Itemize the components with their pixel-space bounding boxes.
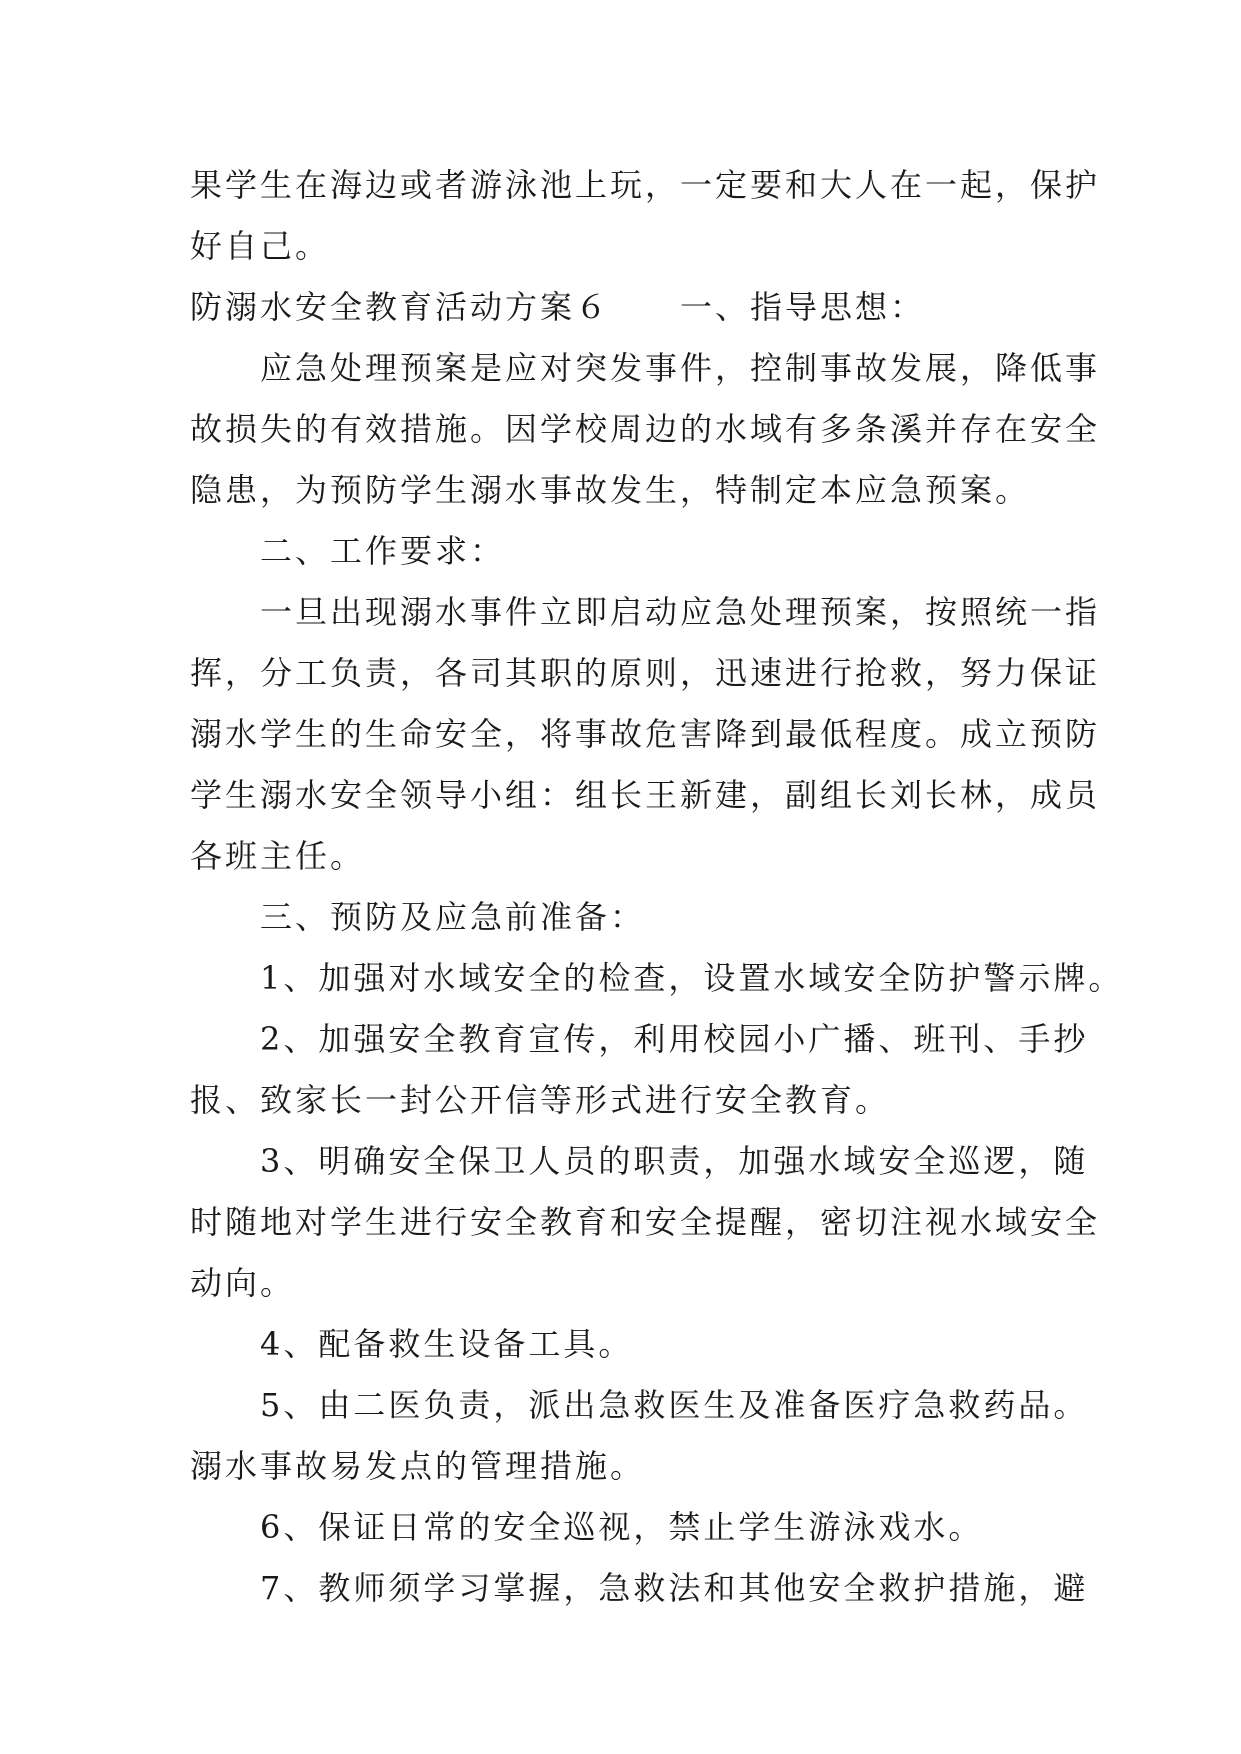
text-line: 溺水事故易发点的管理措施。: [190, 1447, 646, 1485]
text-line: 好自己。: [190, 227, 331, 265]
text-line: 溺水学生的生命安全，将事故危害降到最低程度。成立预防: [190, 715, 1101, 753]
text-line: 时随地对学生进行安全教育和安全提醒，密切注视水域安全: [190, 1203, 1101, 1241]
text-line: 2、加强安全教育宣传，利用校园小广播、班刊、手抄: [260, 1020, 1089, 1058]
text-line: 6、保证日常的安全巡视，禁止学生游泳戏水。: [260, 1508, 984, 1546]
text-line: 各班主任。: [190, 837, 366, 875]
text-line: 1、加强对水域安全的检查，设置水域安全防护警示牌。: [260, 959, 1124, 997]
text-line: 3、明确安全保卫人员的职责，加强水域安全巡逻，随: [260, 1142, 1089, 1180]
text-line: 5、由二医负责，派出急救医生及准备医疗急救药品。: [260, 1386, 1089, 1424]
text-line: 防溺水安全教育活动方案６ 一、指导思想：: [190, 288, 926, 326]
text-line: 7、教师须学习掌握，急救法和其他安全救护措施，避: [260, 1569, 1089, 1607]
text-line: 二、工作要求：: [260, 532, 506, 570]
document-body: [190, 155, 1124, 1619]
text-line: 果学生在海边或者游泳池上玩，一定要和大人在一起，保护: [190, 166, 1101, 204]
text-line: 应急处理预案是应对突发事件，控制事故发展，降低事: [260, 349, 1101, 387]
text-line: 报、致家长一封公开信等形式进行安全教育。: [190, 1081, 891, 1119]
text-line: 故损失的有效措施。因学校周边的水域有多条溪并存在安全: [190, 410, 1101, 448]
text-line: 学生溺水安全领导小组：组长王新建，副组长刘长林，成员: [190, 776, 1101, 814]
text-line: 三、预防及应急前准备：: [260, 898, 646, 936]
text-line: 隐患，为预防学生溺水事故发生，特制定本应急预案。: [190, 471, 1031, 509]
text-line: 4、配备救生设备工具。: [260, 1325, 634, 1363]
text-line: 一旦出现溺水事件立即启动应急处理预案，按照统一指: [260, 593, 1101, 631]
text-line: 动向。: [190, 1264, 296, 1302]
text-line: 挥，分工负责，各司其职的原则，迅速进行抢救，努力保证: [190, 654, 1101, 692]
